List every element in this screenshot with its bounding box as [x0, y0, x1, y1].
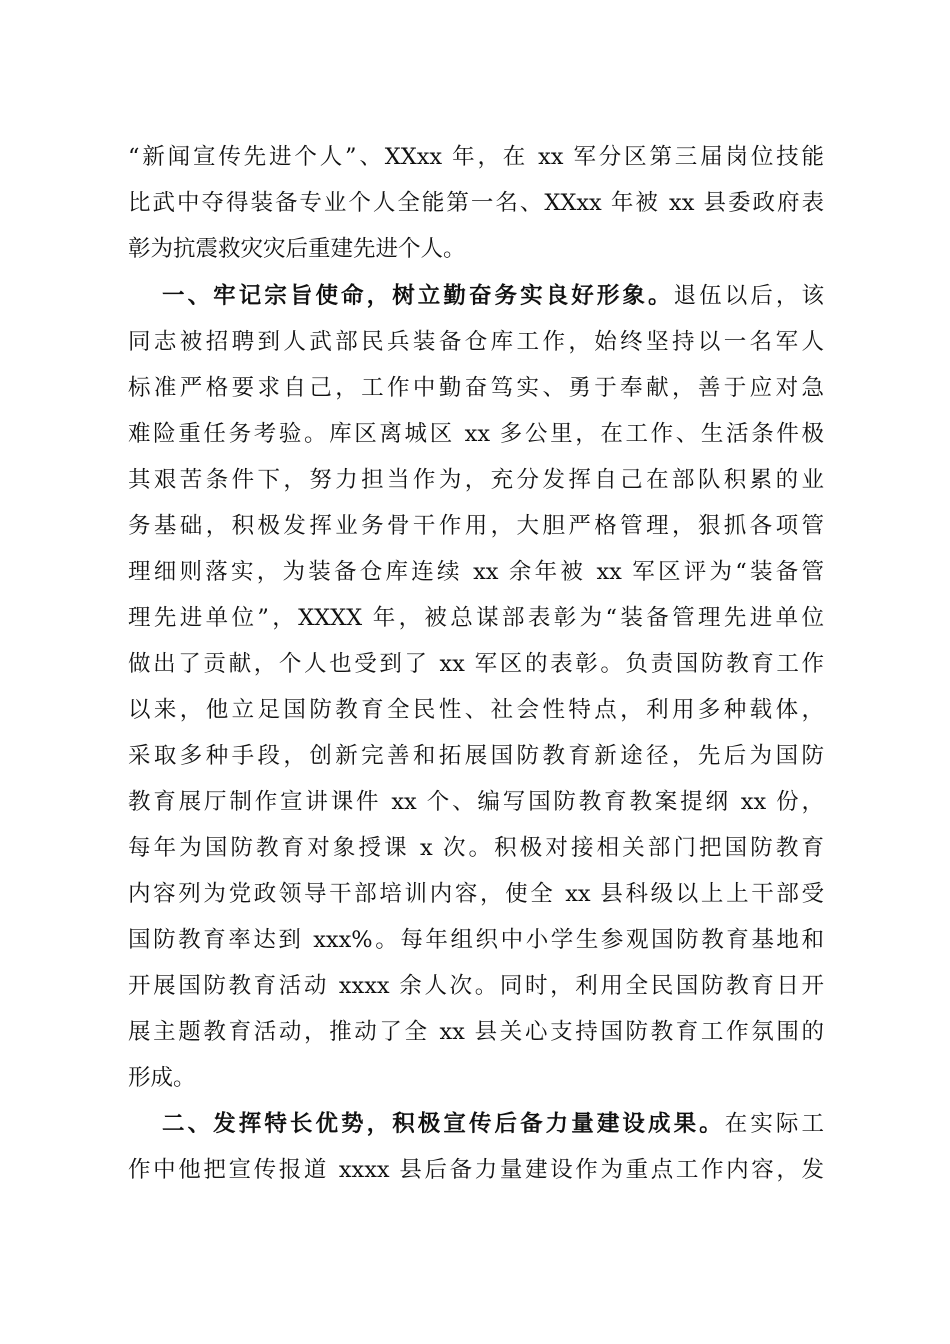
section1-line: 形成。: [128, 1065, 196, 1091]
section2-first-line-rest: 在实际工: [724, 1111, 824, 1137]
section1-line: 教育展厅制作宣讲课件 xx 个、编写国防教育教案提纲 xx 份，: [128, 789, 824, 815]
section1-heading: 一、牢记宗旨使命，树立勤奋务实良好形象。: [162, 283, 674, 309]
section1-first-line: [162, 273, 824, 319]
section1-line: 展主题教育活动，推动了全 xx 县关心支持国防教育工作氛围的: [128, 1019, 824, 1045]
intro-line-1: “新闻宣传先进个人”、XXxx 年，在 xx 军分区第三届岗位技能: [128, 144, 824, 170]
section2-line: 作中他把宣传报道 xxxx 县后备力量建设作为重点工作内容，发: [128, 1157, 824, 1183]
section1-line: 做出了贡献，个人也受到了 xx 军区的表彰。负责国防教育工作: [128, 651, 824, 677]
section1-line: 国防教育率达到 xxx%。每年组织中小学生参观国防教育基地和: [128, 927, 824, 953]
section2-heading: 二、发挥特长优势，积极宣传后备力量建设成果。: [162, 1111, 725, 1137]
section1-line: 理先进单位”，XXXX 年，被总谋部表彰为“装备管理先进单位: [128, 605, 824, 631]
intro-line-3: 彰为抗震救灾灾后重建先进个人。: [128, 236, 466, 262]
intro-line-2: 比武中夺得装备专业个人全能第一名、XXxx 年被 xx 县委政府表: [128, 190, 824, 216]
section1-line: 务基础，积极发挥业务骨干作用，大胆严格管理，狠抓各项管: [128, 513, 824, 539]
section2-first-line: [162, 1101, 824, 1147]
section1-line: 理细则落实，为装备仓库连续 xx 余年被 xx 军区评为“装备管: [128, 559, 824, 585]
section1-first-line-rest: 退伍以后，该: [673, 283, 824, 309]
section1-line: 难险重任务考验。库区离城区 xx 多公里，在工作、生活条件极: [128, 421, 824, 447]
section1-line: 以来，他立足国防教育全民性、社会性特点，利用多种载体，: [128, 697, 824, 723]
section1-line: 标准严格要求自己，工作中勤奋笃实、勇于奉献，善于应对急: [128, 375, 824, 401]
section1-line: 内容列为党政领导干部培训内容，使全 xx 县科级以上上干部受: [128, 881, 824, 907]
section1-line: 同志被招聘到人武部民兵装备仓库工作，始终坚持以一名军人: [128, 329, 824, 355]
section1-line: 每年为国防教育对象授课 x 次。积极对接相关部门把国防教育: [128, 835, 824, 861]
section1-line: 开展国防教育活动 xxxx 余人次。同时，利用全民国防教育日开: [128, 973, 824, 999]
section1-line: 采取多种手段，创新完善和拓展国防教育新途径，先后为国防: [128, 743, 824, 769]
section1-line: 其艰苦条件下，努力担当作为，充分发挥自己在部队积累的业: [128, 467, 824, 493]
